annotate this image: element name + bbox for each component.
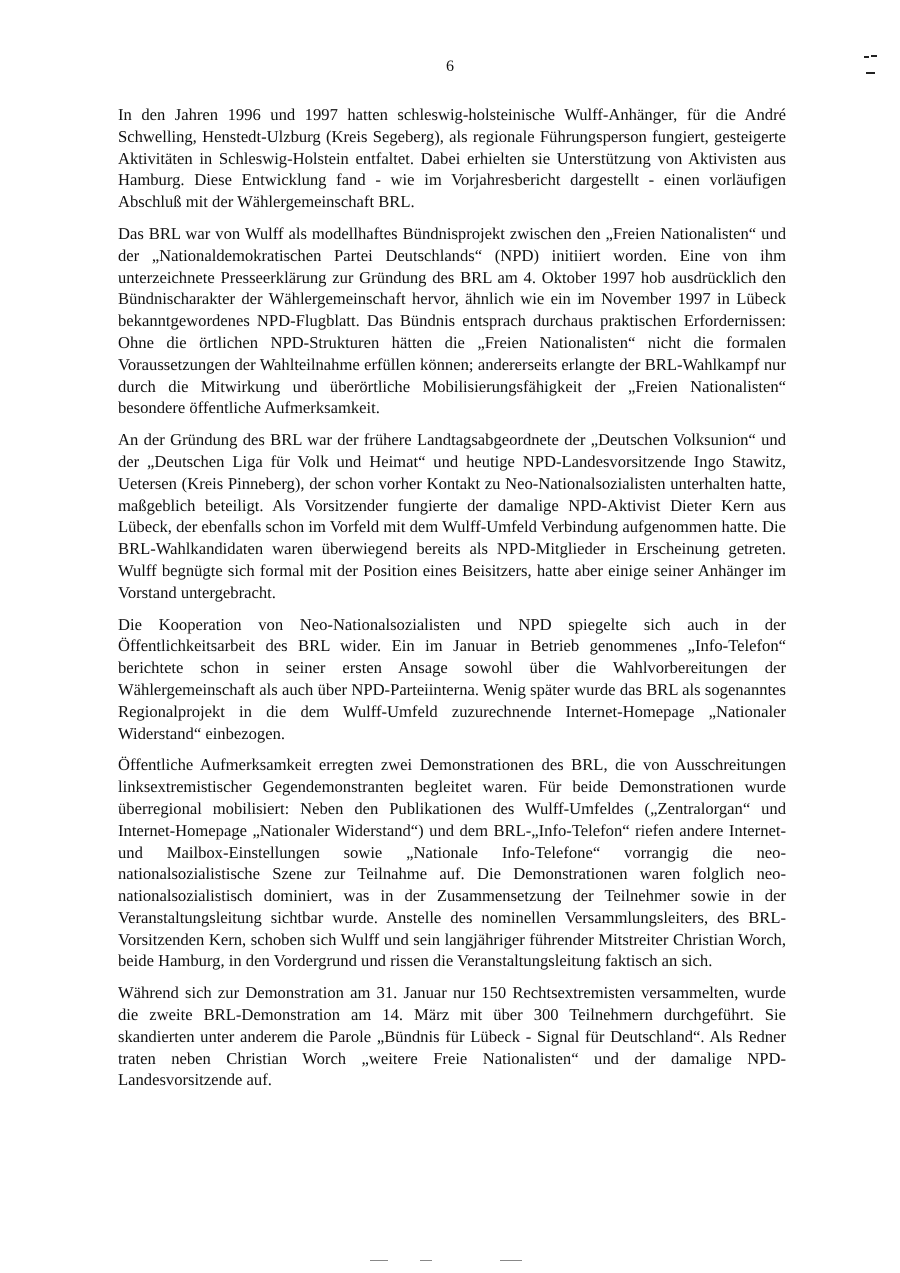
paragraph: An der Gründung des BRL war der frühere Landtagsabgeordnete der „Deutschen Volksunion“ und der „Deutschen Liga für Volk und Heimat“ und heutige NPD-Landesvorsitzende Ingo Stawitz, Uetersen (Kreis Pinneberg), der schon vorher Kontakt zu Neo-Nationalsozialisten unterhalten hatte, maßgeblich beteiligt. Als Vorsitzender fungierte der damalige NPD-Aktivist Dieter Kern aus Lübeck, der ebenfalls schon im Vorfeld mit dem Wulff-Umfeld Verbindung aufgenommen hatte. Die BRL-Wahlkandidaten waren überwiegend bereits als NPD-Mitglieder in Erscheinung getreten. Wulff begnügte sich formal mit der Position eines Beisitzers, hatte aber einige seiner Anhänger im Vorstand untergebracht. bbox=[118, 430, 786, 602]
document-body bbox=[118, 104, 786, 1101]
paragraph: Die Kooperation von Neo-Nationalsozialisten und NPD spiegelte sich auch in der Öffentlichkeitsarbeit des BRL wider. Ein im Januar in Betrieb genommenes „Info-Telefon“ berichtete schon in seiner ersten Ansage sowohl über die Wahlvorbereitungen der Wählergemeinschaft als auch über NPD-Parteiinterna. Wenig später wurde das BRL als sogenanntes Regionalprojekt in die dem Wulff-Umfeld zuzurechnende Internet-Homepage „Nationaler Widerstand“ einbezogen. bbox=[118, 614, 786, 743]
paragraph: Während sich zur Demonstration am 31. Januar nur 150 Rechtsextremisten versammelten, wurde die zweite BRL-Demonstration am 14. März mit über 300 Teilnehmern durchgeführt. Sie skandierten unter anderem die Parole „Bündnis für Lübeck - Signal für Deutschland“. Als Redner traten neben Christian Worch „weitere Freie Nationalisten“ und der damalige NPD-Landesvorsitzende auf. bbox=[118, 983, 786, 1090]
scan-artifact bbox=[862, 52, 878, 82]
scan-artifact-bottom bbox=[360, 1258, 560, 1264]
paragraph: In den Jahren 1996 und 1997 hatten schleswig-holsteinische Wulff-Anhänger, für die André Schwelling, Henstedt-Ulzburg (Kreis Segeberg), als regionale Führungsperson fungiert, gesteigerte Aktivitäten in Schleswig-Holstein entfaltet. Dabei erhielten sie Unterstützung von Aktivisten aus Hamburg. Diese Entwicklung fand - wie im Vorjahresbericht dargestellt - einen vorläufigen Abschluß mit der Wählergemeinschaft BRL. bbox=[118, 105, 786, 212]
page-number: 6 bbox=[446, 58, 454, 75]
paragraph: Das BRL war von Wulff als modellhaftes Bündnisprojekt zwischen den „Freien Nationalisten“ und der „Nationaldemokratischen Partei Deutschlands“ (NPD) initiiert worden. Eine von ihm unterzeichnete Presseerklärung zur Gründung des BRL am 4. Oktober 1997 hob ausdrücklich den Bündnischarakter der Wählergemeinschaft hervor, ähnlich wie ein im November 1997 in Lübeck bekanntgewordenes NPD-Flugblatt. Das Bündnis entsprach durchaus praktischen Erfordernissen: Ohne die örtlichen NPD-Strukturen hätten die „Freien Nationalisten“ nicht die formalen Voraussetzungen der Wahlteilnahme erfüllen können; andererseits erlangte der BRL-Wahlkampf nur durch die Mitwirkung und überörtliche Mobilisierungsfähigkeit der „Freien Nationalisten“ besondere öffentliche Aufmerksamkeit. bbox=[118, 223, 786, 418]
paragraph: Öffentliche Aufmerksamkeit erregten zwei Demonstrationen des BRL, die von Ausschreitungen linksextremistischer Gegendemonstranten begleitet waren. Für beide Demonstrationen wurde überregional mobilisiert: Neben den Publikationen des Wulff-Umfeldes („Zentralorgan“ und Internet-Homepage „Nationaler Widerstand“) und dem BRL-„Info-Telefon“ riefen andere Internet- und Mailbox-Einstellungen sowie „Nationale Info-Telefone“ vorrangig die neo-nationalsozialistische Szene zur Teilnahme auf. Die Demonstrationen waren folglich neo-nationalsozialistisch dominiert, was in der Zusammensetzung der Teilnehmer sowie in der Veranstaltungsleitung sichtbar wurde. Anstelle des nominellen Versammlungsleiters, des BRL-Vorsitzenden Kern, schoben sich Wulff und sein langjähriger führender Mitstreiter Christian Worch, beide Hamburg, in den Vordergrund und rissen die Veranstaltungsleitung faktisch an sich. bbox=[118, 755, 786, 971]
